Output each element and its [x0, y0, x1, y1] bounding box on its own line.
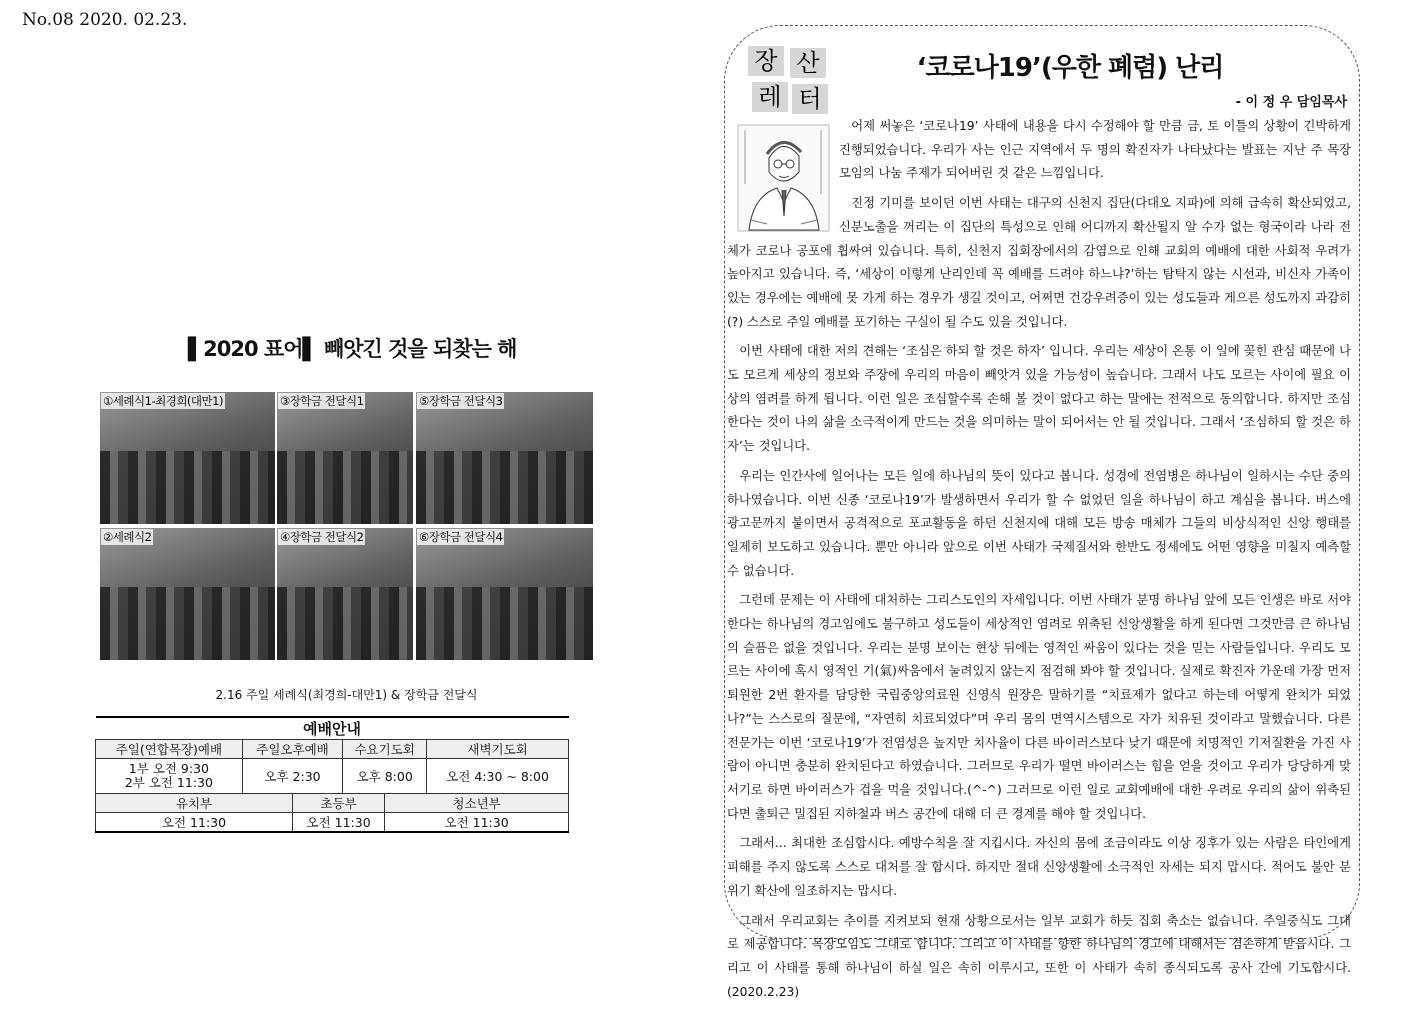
- logo-tile: 산: [790, 48, 826, 78]
- photo-label: ⑤장학금 전달식3: [419, 394, 503, 408]
- column-logo: [748, 46, 828, 114]
- service-header: 주일(연합목장)예배: [96, 740, 243, 759]
- photo-scholarship-3: [416, 392, 593, 524]
- dept-header: 유치부: [96, 794, 293, 813]
- logo-tile: 터: [792, 84, 828, 114]
- service-time: 1부 오전 9:30 2부 오전 11:30: [96, 759, 243, 794]
- photo-label: ①세례식1-최경희(대만1): [103, 394, 223, 408]
- article-paragraph: 어제 써놓은 ‘코로나19’ 사태에 내용을 다시 수정해야 할 만큼 금, 토 이틀의 상황이 긴박하게 진행되었습니다. 우리가 사는 인근 지역에서 두 명의 확진자가 나타났다는 발표는 지난 주 목장모임의 나눔 주제가 되어버린 것 같은 느낌입니다.: [839, 119, 1351, 181]
- photo-grid: [100, 392, 593, 660]
- article-paragraph: 그런데 문제는 이 사태에 대처하는 그리스도인의 자세입니다. 이번 사태가 분명 하나님 앞에 모든 인생은 바로 서야한다는 하나님의 경고임에도 불구하고 성도들이 세상적인 염려로 위축된 신앙생활을 하게 된다면 그것만큼 큰 하나님의 슬픔은 없을 것입니다. 우리는 분명 보이는 현상 뒤에는 영적인 싸움이 있다는 것을 믿는 사람들입니다. 우리도 모르는 사이에 혹시 영적인 기(氣)싸움에서 눌려있지 않는지 점검해 봐야 할 것입니다. 실제로 확진자 가운데 가장 먼저 퇴원한 2번 환자를 담당한 국립중앙의료원 신영식 원장은 말하기를 “치료제가 없다고 하는데 어떻게 완치가 되었나?”는 스스로의 질문에, “자연히 치료되었다”며 우리 몸의 면역시스템으로 자가 치유된 것이라고 말했습니다. 다른 전문가는 이번 ‘코로나19’가 전염성은 높지만 치사율이 다른 바이러스보다 낮기 때문에 치명적인 기저질환을 가진 사람이 아니면 충분히 완치된다고 하였습니다. 그러므로 우리가 떨면 바이러스는 힘을 얻을 것이고 우리가 당당하게 맞서기로 하면 바이러스가 겁을 먹을 것입니다.(^-^) 그러므로 이런 일로 교회예배에 대한 우려로 우리의 삶이 위축된다면 출퇴근 밀집된 지하철과 버스 공간에 대해 더 큰 경계를 해야 할 것입니다.: [727, 593, 1351, 821]
- photo-label: ⑥장학금 전달식4: [419, 530, 503, 544]
- service-header: 수요기도회: [343, 740, 427, 759]
- logo-tile: 레: [752, 82, 788, 112]
- issue-line: No.08 2020. 02.23.: [22, 10, 188, 30]
- dept-time: 오전 11:30: [96, 813, 293, 833]
- article-byline: - 이 정 우 담임목사: [1235, 95, 1347, 110]
- article-paragraph: 그래서 우리교회는 추이를 지켜보되 현재 상황으로서는 일부 교회가 하듯 집회 축소는 없습니다. 주일중식도 그대로 제공합니다. 목장모임도 그대로 합니다. 그리고 이 사태를 향한 하나님의 경고에 대해서는 겸손하게 받읍시다. 그리고 이 사태를 통해 하나님이 하실 일은 속히 이루시고, 또한 이 사태가 속히 종식되도록 공사 간에 기도합시다.(2020.2.23): [727, 913, 1351, 999]
- photo-baptism-2: [100, 528, 275, 660]
- photo-scholarship-2: [277, 528, 413, 660]
- photo-baptism-1: [100, 392, 275, 524]
- year-motto: ▌2020 표어▌ 빼앗긴 것을 되찾는 해: [188, 337, 517, 361]
- article-paragraph: 우리는 인간사에 일어나는 모든 일에 하나님의 뜻이 있다고 봅니다. 성경에 전염병은 하나님이 일하시는 수단 중의 하나였습니다. 이번 신종 ‘코로나19’가 발생하면서 우리가 할 수 없었던 일을 하나님이 하고 계심을 봅니다. 버스에 광고문까지 붙이면서 공격적으로 포교활동을 하던 신천지에 대해 모든 방송 매체가 그들의 비상식적인 신앙 행태를 일제히 보도하고 있습니다. 뿐만 아니라 앞으로 이번 사태가 국제질서와 한반도 정세에도 어떤 영향을 미칠지 예측할 수 없습니다.: [727, 468, 1351, 578]
- photo-label: ②세례식2: [103, 530, 152, 544]
- photo-label: ③장학금 전달식1: [280, 394, 364, 408]
- article-paragraph: 이번 사태에 대한 저의 견해는 ‘조심은 하되 할 것은 하자’ 입니다. 우리는 세상이 온통 이 일에 꽂힌 관심 때문에 나도 모르게 세상의 정보와 주장에 우리의 마음이 빼앗겨 있을 가능성이 높습니다. 그래서 나도 모르는 사이에 필요 이상의 염려를 하게 됩니다. 이런 일은 조심할수록 손해 볼 것이 없다고 하는 말에는 전적으로 동의합니다. 하지만 조심한다는 것이 나의 삶을 소극적이게 만드는 것을 의미하는 말이 되어서는 안 될 것입니다. 그래서 ‘조심하되 할 것은 하자’는 것입니다.: [727, 344, 1351, 454]
- photo-scholarship-4: [416, 528, 593, 660]
- photo-scholarship-1: [277, 392, 413, 524]
- service-header: 주일오후예배: [242, 740, 342, 759]
- dept-header: 초등부: [293, 794, 385, 813]
- logo-tile: 장: [748, 46, 784, 76]
- article-paragraph: 그래서... 최대한 조심합시다. 예방수칙을 잘 지킵시다. 자신의 몸에 조금이라도 이상 징후가 있는 사람은 타인에게 피해를 주지 않도록 스스로 대처를 잘 합시다. 하지만 절대 신앙생활에 소극적인 자세는 되지 맙시다. 적어도 불안 분위기 확산에 일조하지는 맙시다.: [727, 836, 1351, 898]
- dept-time: 오전 11:30: [385, 813, 569, 833]
- service-header: 새벽기도회: [427, 740, 569, 759]
- service-time: 오후 8:00: [343, 759, 427, 794]
- service-time: 오후 2:30: [242, 759, 342, 794]
- article-paragraph: 진정 기미를 보이던 이번 사태는 대구의 신천지 집단(다대오 지파)에 의해 급속히 확산되었고, 신분노출을 꺼리는 이 집단의 특성으로 인해 어디까지 확산될지 알 수가 없는 형국이라 나라 전체가 코로나 공포에 휩싸여 있습니다. 특히, 신천지 집회장에서의 감염으로 인해 교회의 예배에 대한 사회적 우려가 높아지고 있습니다. 즉, ‘세상이 이렇게 난리인데 꼭 예배를 드려야 하느냐?’하는 탐탁지 않는 시선과, 비신자 가족이 있는 경우에는 예배에 못 가게 하는 경우가 생길 것이고, 어쩌면 건강우려증이 있는 성도들과 게으른 성도까지 과감히(?) 스스로 주일 예배를 포기하는 구실이 될 수도 있을 것입니다.: [727, 196, 1351, 329]
- photo-label: ④장학금 전달식2: [280, 530, 364, 544]
- service-time: 오전 4:30 ~ 8:00: [427, 759, 569, 794]
- article-body: [727, 115, 1351, 1010]
- dept-header: 청소년부: [385, 794, 569, 813]
- dept-time: 오전 11:30: [293, 813, 385, 833]
- photo-caption: 2.16 주일 세례식(최경희-대만1) & 장학금 전달식: [215, 688, 478, 702]
- schedule-title: 예배안내: [96, 717, 569, 740]
- worship-schedule-table: [95, 716, 569, 833]
- article-title: ‘코로나19’(우한 폐렴) 난리: [916, 53, 1224, 83]
